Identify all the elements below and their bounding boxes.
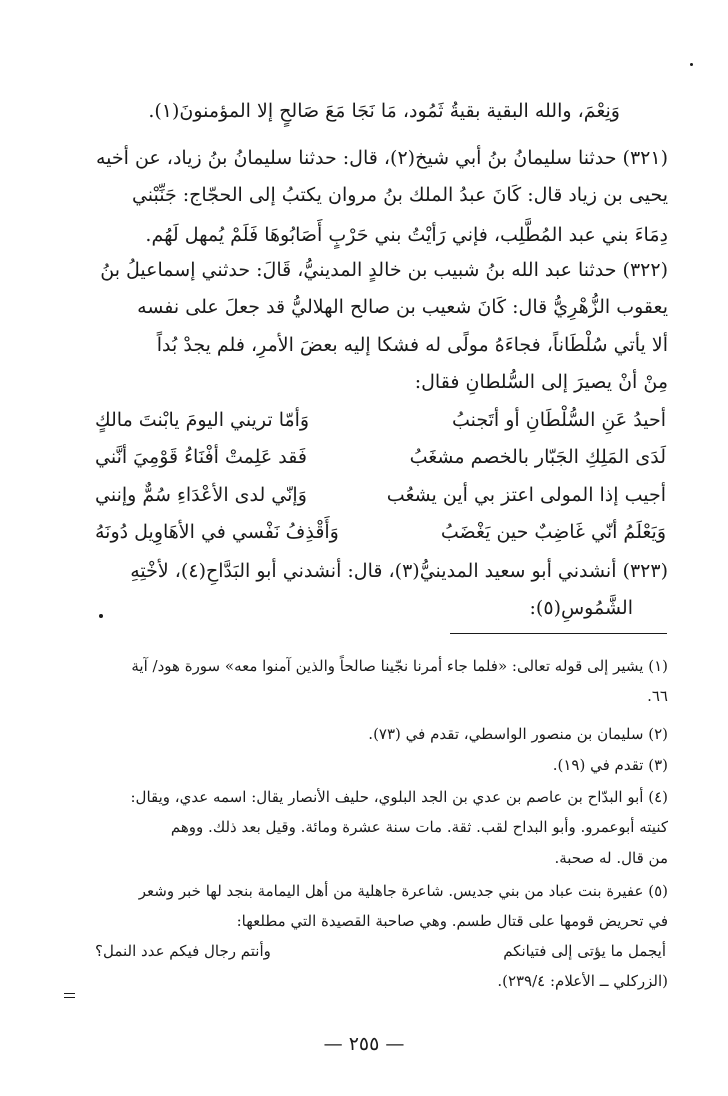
margin-mark [64, 993, 75, 994]
text-line-7: ألا يأتي سُلْطَاناً، فجاءَهُ مولًى له فشكا إليه بعضَ الأمرِ، فلم يجدْ بُداً [156, 334, 668, 356]
verse-1-second: وَأمّا تريني اليومَ يابْنتَ مالكٍ [95, 409, 310, 431]
footnote-5: (٥) عفيرة بنت عباد من بني جديس. شاعرة جاهلية من أهل اليمامة بنجد لها خبر وشعر [138, 882, 668, 900]
text-line-2: (٣٢١) حدثنا سليمانُ بنُ أبي شيخ(٢)، قال: حدثنا سليمانُ بنُ زياد، عن أخيه [95, 147, 668, 169]
footnote-source: (الزركلي ــ الأعلام: ٢٣٩/٤). [497, 972, 668, 990]
footnote-1: (١) يشير إلى قوله تعالى: «فلما جاء أمرنا نجّينا صالحاً والذين آمنوا معه» سورة هود/ آية [131, 657, 668, 675]
verse-1-first: أحيدُ عَنِ السُّلْطَانِ أو أتَجنبُ [451, 409, 666, 431]
text-line-3: يحيى بن زياد قال: كَانَ عبدُ الملك بنُ مروان يكتبُ إلى الحجّاج: جَنِّبْني [131, 184, 668, 206]
verse-4-first: وَيَعْلَمُ أنّي غَاضِبٌ حين يَغْضَبُ [440, 521, 666, 543]
footnote-2: (٢) سليمان بن منصور الواسطي، تقدم في (٧٣). [368, 725, 668, 743]
footnote-verse-first: أيجمل ما يؤتى إلى فتيانكم [503, 942, 666, 960]
margin-mark-2 [64, 997, 75, 998]
verse-3-second: وَإنّي لدى الأعْدَاءِ سُمٌّ وإنني [95, 484, 307, 506]
text-line-10: الشَّمُوسِ(٥): [529, 597, 633, 619]
footnote-5-cont: في تحريض قومها على قتال طسم. وهي صاحبة القصيدة التي مطلعها: [236, 912, 668, 930]
footnote-4-end: من قال. له صحبة. [554, 849, 668, 867]
text-line-4: دِمَاءَ بني عبد المُطَّلِب، فإني رَأيْتُ بني حَرْبٍ أَصَابُوهَا فَلَمْ يُمهل لَهُم. [145, 224, 668, 246]
page-number: — ٢٥٥ — [323, 1033, 405, 1055]
text-line-9: (٣٢٣) أنشدني أبو سعيد المدينيُّ(٣)، قال: أنشدني أبو البَدَّاحِ(٤)، لأخْتِهِ [130, 560, 668, 582]
verse-2-second: فَقد عَلِمتْ أفْنَاءُ قَوْمِيَ أنَّني [95, 446, 307, 468]
dot-mark [99, 614, 103, 618]
text-line-6: يعقوب الزُّهْرِيُّ قال: كَانَ شعيب بن صالح الهلاليُّ قد جعلَ على نفسه [137, 296, 668, 318]
dot-mark-top [690, 63, 693, 66]
text-line-5: (٣٢٢) حدثنا عبد الله بنُ شبيب بن خالدٍ المدينيُّ، قَالَ: حدثني إسماعيلُ بنُ [100, 259, 668, 281]
footnote-3: (٣) تقدم في (١٩). [552, 756, 668, 774]
verse-3-first: أجيب إذا المولى اعتز بي أين يشعُب [386, 484, 666, 506]
verse-4-second: وَأَقْذِفُ نَفْسي في الأهَاوِيل دُونَهُ [95, 521, 339, 543]
footnote-1-cont: ٦٦. [647, 687, 668, 705]
text-line-8: مِنْ أنْ يصيرَ إلى السُّلطانِ فقال: [414, 371, 668, 393]
verse-2-first: لَدَى المَلِكِ الجَبّار بالخصم مشغَبُ [409, 446, 666, 468]
footnote-divider [450, 633, 667, 634]
text-line-1: وَنِعْمَ، والله البقية بقيةُ ثَمُود، مَا نَجَا مَعَ صَالحٍ إلا المؤمنونَ(١). [148, 100, 620, 122]
footnote-4-cont: كنيته أبوعمرو. وأبو البداح لقب. ثقة. مات سنة عشرة ومائة. وقيل بعد ذلك. ووهم [170, 818, 668, 836]
footnote-verse-second: وأنتم رجال فيكم عدد النمل؟ [95, 942, 271, 960]
footnote-4: (٤) أبو البدّاح بن عاصم بن عدي بن الجد البلوي، حليف الأنصار يقال: اسمه عدي، ويقال: [130, 788, 668, 806]
